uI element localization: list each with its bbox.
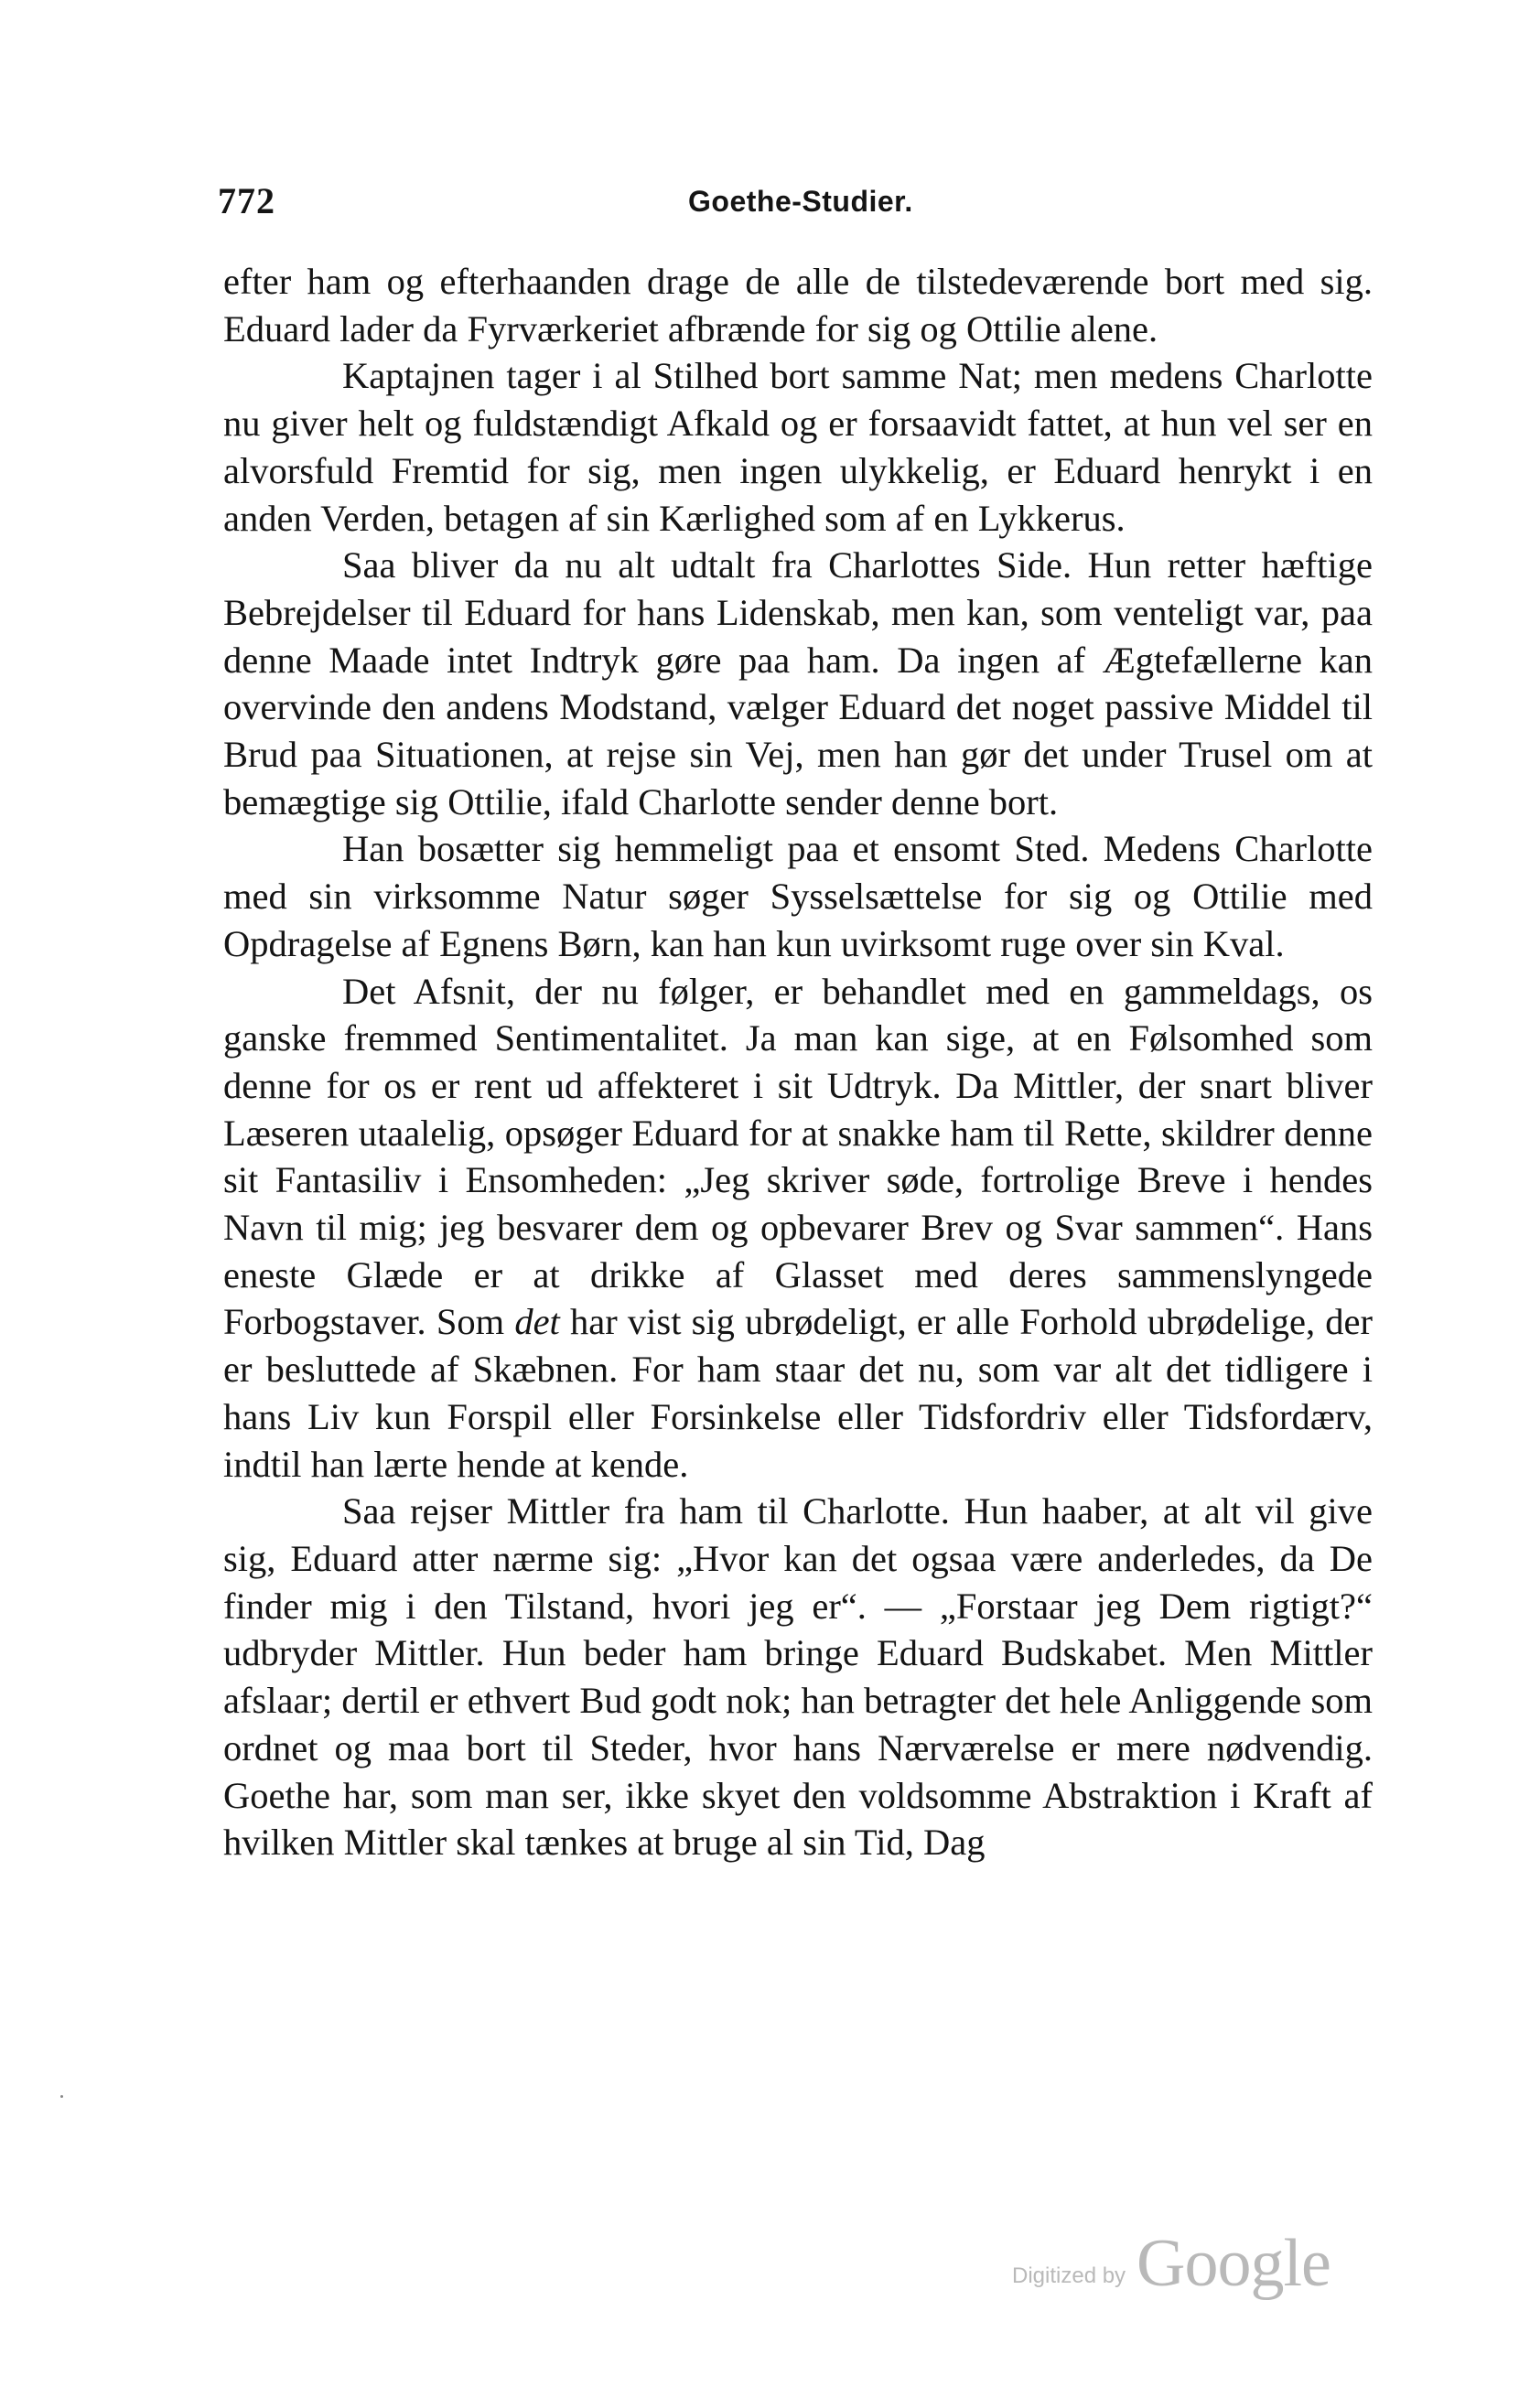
google-logo: Google [1137, 2226, 1330, 2301]
paragraph-3: Saa bliver da nu alt udtalt fra Charlottes Side. Hun retter hæftige Bebrejdelser til Eduard for hans Lidenskab, men kan, som venteligt var, paa denne Maade intet Indtryk gøre paa ham. Da ingen af Ægtefællerne kan overvinde den andens Modstand, vælger Eduard det noget passive Middel til Brud paa Situationen, at rejse sin Vej, men han gør det under Trusel om at bemægtige sig Ottilie, ifald Charlotte sender denne bort. [223, 544, 1373, 822]
paragraph-5-italic-word: det [514, 1301, 560, 1343]
paragraph-4: Han bosætter sig hemmeligt paa et ensomt Sted. Medens Charlotte med sin virksomme Natur søger Sysselsættelse for sig og Ottilie med Opdragelse af Egnens Børn, kan han kun uvirksomt ruge over sin Kval. [223, 828, 1373, 964]
paragraph-6: Saa rejser Mittler fra ham til Charlotte. Hun haaber, at alt vil give sig, Eduard atter nærme sig: „Hvor kan det ogsaa være anderledes, da De finder mig i den Tilstand, hvori jeg er“. — „Forstaar jeg Dem rigtigt?“ udbryder Mittler. Hun beder ham bringe Eduard Budskabet. Men Mittler afslaar; dertil er ethvert Bud godt nok; han betragter det hele Anliggende som ordnet og maa bort til Steder, hvor hans Nærværelse er mere nødvendig. Goethe har, som man ser, ikke skyet den voldsomme Abstraktion i Kraft af hvilken Mittler skal tænkes at bruge al sin Tid, Dag [223, 1490, 1373, 1864]
digitized-by-google-watermark [1012, 2225, 1330, 2301]
body-text [223, 258, 1373, 1866]
paragraph-5-part-2: har vist sig ubrødeligt, er alle Forhold ubrødelige, der er besluttede af Skæbnen. For ham staar det nu, som var alt det tidligere i hans Liv kun Forspil eller Forsinkelse eller Tidsfordriv eller Tidsfordærv, indtil han lærte hende at kende. [223, 1301, 1373, 1485]
running-header [218, 179, 1373, 225]
paragraph-5-part-1: Det Afsnit, der nu følger, er behandlet med en gammeldags, os ganske fremmed Sentimentalitet. Ja man kan sige, at en Følsomhed som denne for os er rent ud affekteret i sit Udtryk. Da Mittler, der snart bliver Læseren utaalelig, opsøger Eduard for at snakke ham til Rette, skildrer denne sit Fantasiliv i Ensomheden: „Jeg skriver søde, fortrolige Breve i hendes Navn til mig; jeg besvarer dem og opbevarer Brev og Svar sammen“. Hans eneste Glæde er at drikke af Glasset med deres sammenslyngede Forbogstaver. Som [223, 970, 1373, 1343]
paragraph-1: efter ham og efterhaanden drage de alle de tilstedeværende bort med sig. Eduard lader da Fyrværkeriet afbrænde for sig og Ottilie alene. [223, 261, 1373, 349]
page-number: 772 [218, 180, 275, 221]
watermark-prefix: Digitized by [1012, 2263, 1126, 2288]
running-title: Goethe-Studier. [688, 185, 913, 218]
paragraph-2: Kaptajnen tager i al Stilhed bort samme Nat; men medens Charlotte nu giver helt og fuldstændigt Afkald og er forsaavidt fattet, at hun vel ser en alvorsfuld Fremtid for sig, men ingen ulykkelig, er Eduard henrykt i en anden Verden, betagen af sin Kærlighed som af en Lykkerus. [223, 355, 1373, 539]
paragraph-5 [223, 968, 1373, 1489]
scan-speck [60, 2095, 63, 2098]
